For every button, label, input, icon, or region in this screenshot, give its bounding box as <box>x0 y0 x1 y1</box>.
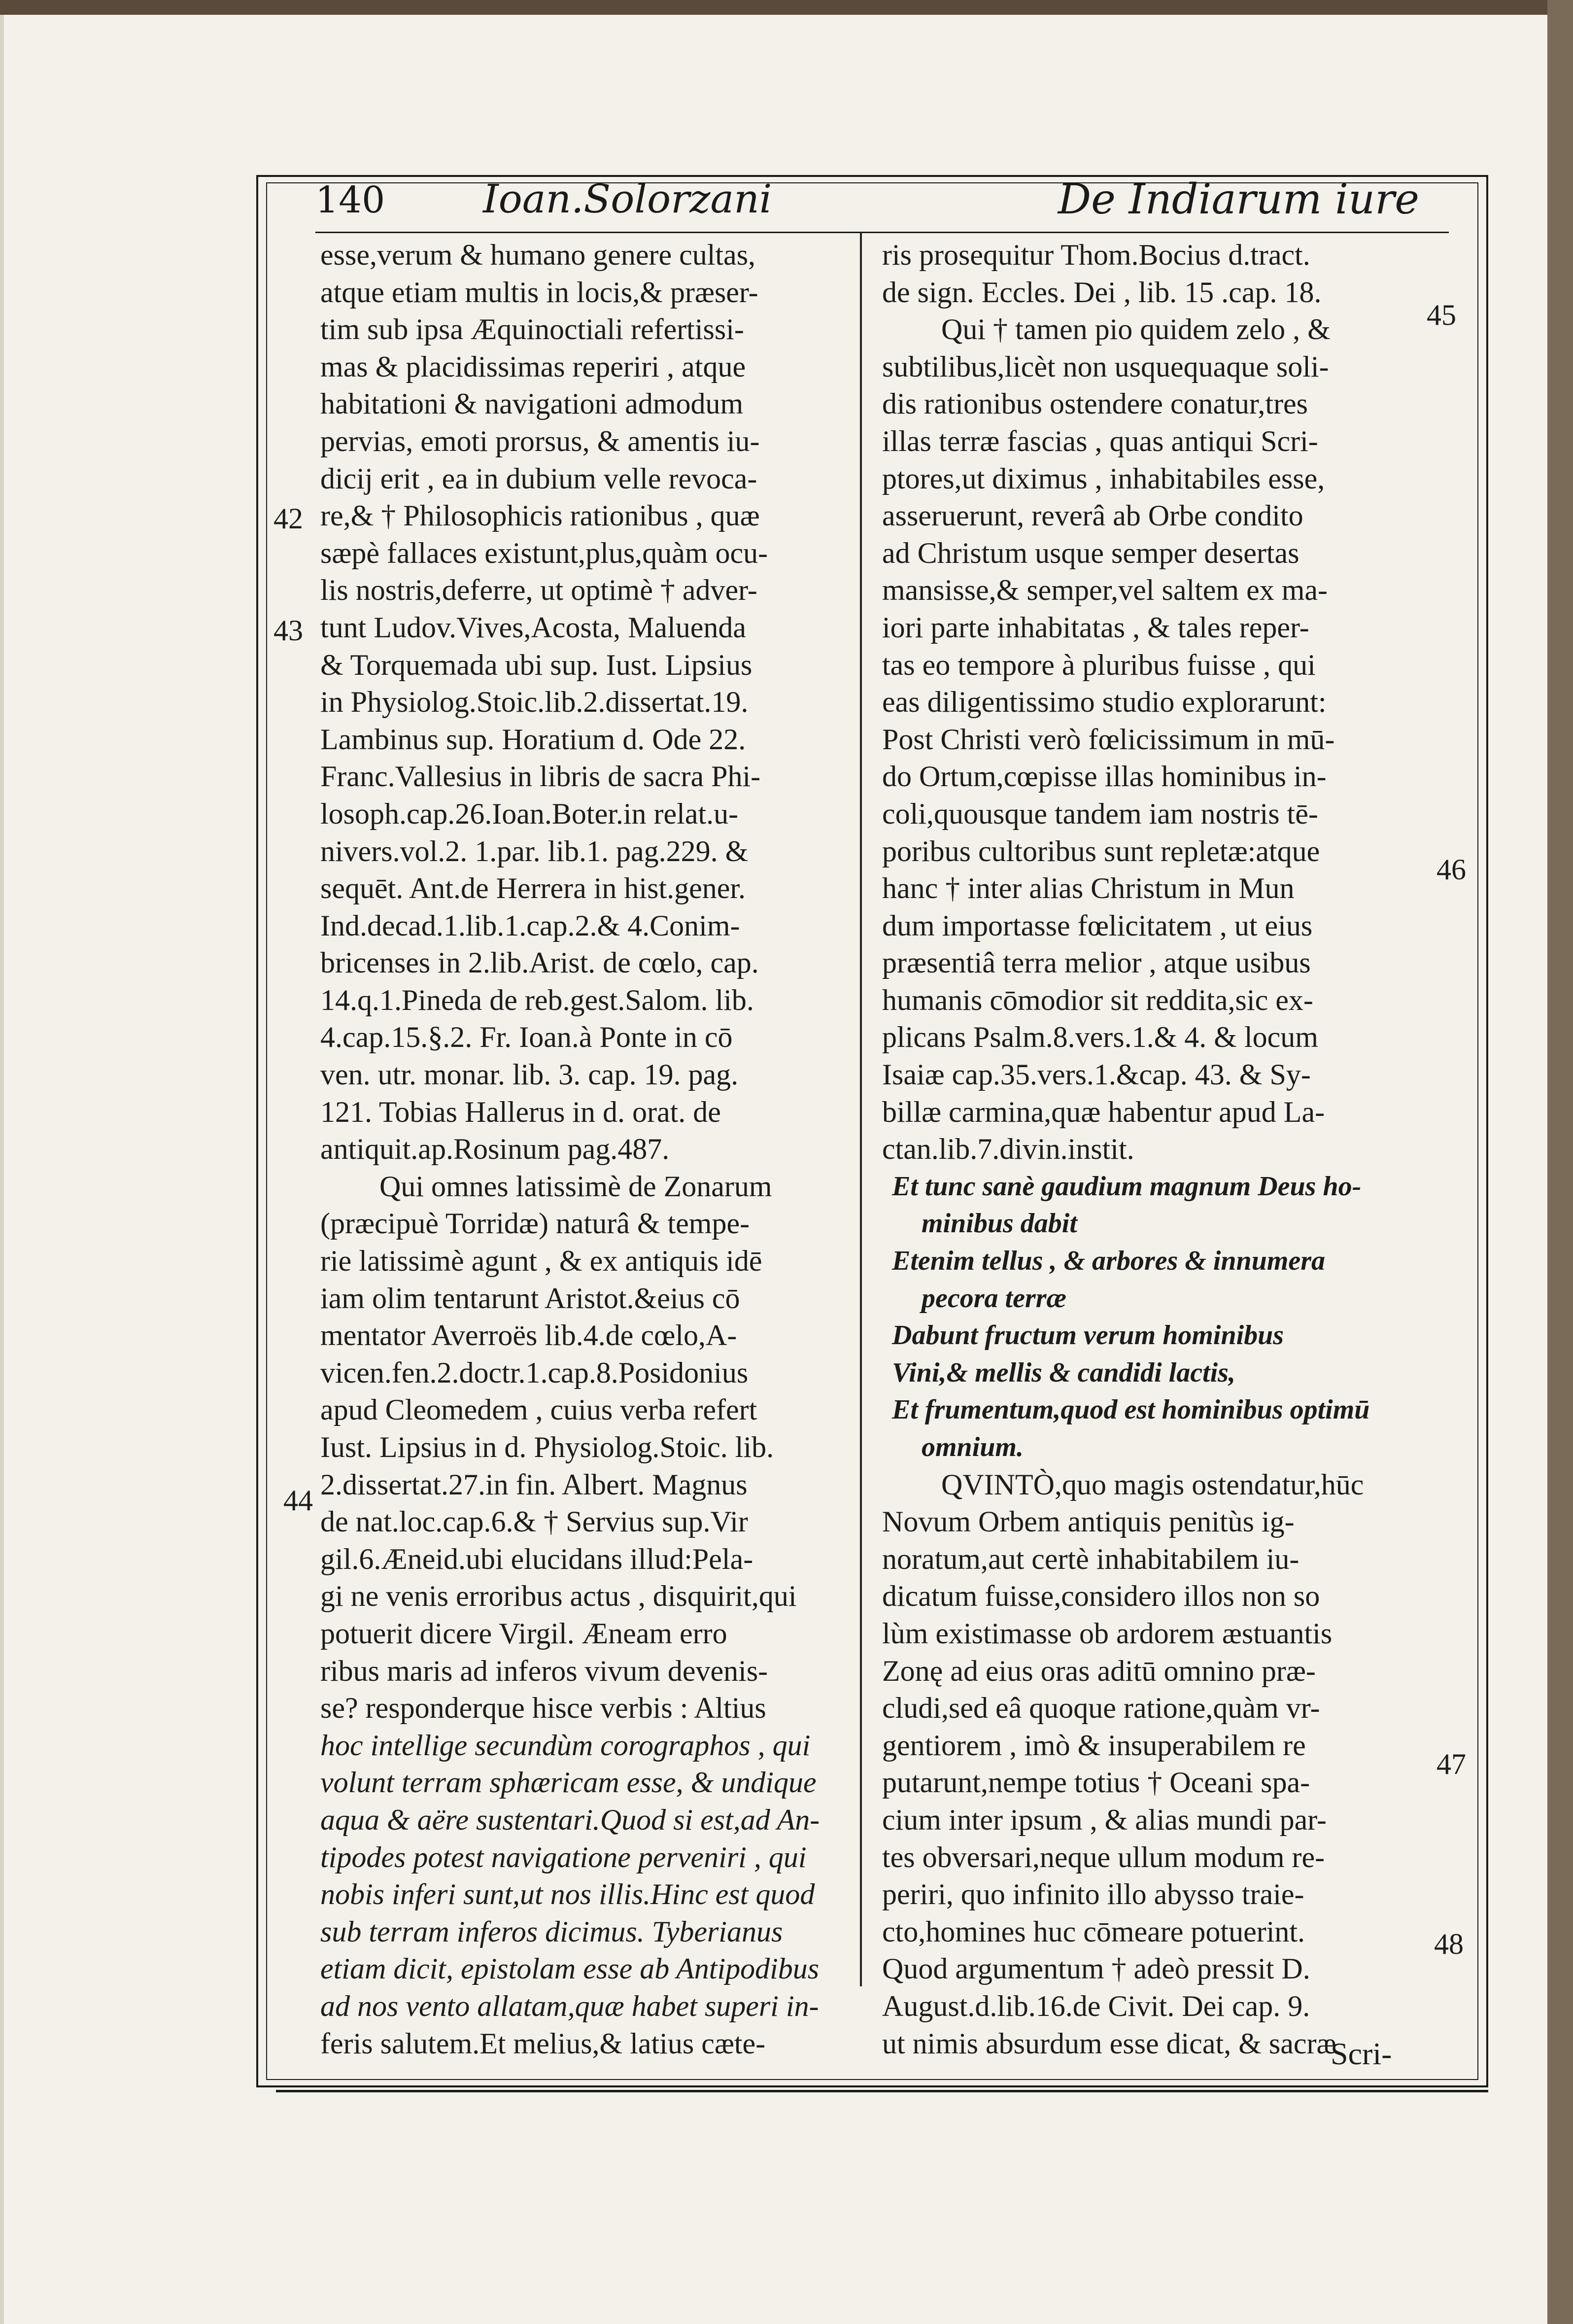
text-line: sæpè fallaces existunt,plus,quàm ocu- <box>320 536 768 569</box>
text-line: re,& † Philosophicis rationibus , quæ <box>320 499 760 532</box>
text-line: nivers.vol.2. 1.par. lib.1. pag.229. & <box>320 834 749 867</box>
text-line: QVINTÒ,quo magis ostendatur,hūc <box>941 1468 1364 1501</box>
page-number: 140 <box>315 179 385 221</box>
margin-note-number: 43 <box>274 614 303 647</box>
text-line: gil.6.Æneid.ubi elucidans illud:Pela- <box>320 1542 753 1575</box>
text-line: tim sub ipsa Æquinoctiali refertissi- <box>320 313 744 346</box>
text-line: losoph.cap.26.Ioan.Boter.in relat.u- <box>320 797 739 830</box>
text-line: humanis cōmodior sit reddita,sic ex- <box>882 983 1313 1016</box>
text-line: gi ne venis erroribus actus , disquirit,qui <box>320 1580 797 1613</box>
text-line: hoc intellige secundùm corographos , qui <box>320 1729 811 1762</box>
text-line: ris prosequitur Thom.Bocius d.tract. <box>882 239 1310 271</box>
text-line: ven. utr. monar. lib. 3. cap. 19. pag. <box>320 1058 739 1091</box>
text-line: habitationi & navigationi admodum <box>320 387 744 420</box>
text-line: ut nimis absurdum esse dicat, & sacræ <box>882 2027 1336 2060</box>
text-line: præsentiâ terra melior , atque usibus <box>882 946 1311 979</box>
text-line: Franc.Vallesius in libris de sacra Phi- <box>320 760 761 793</box>
text-line: dum importasse fœlicitatem , ut eius <box>882 909 1313 942</box>
text-line: Post Christi verò fœlicissimum in mū- <box>882 723 1335 756</box>
text-line: subtilibus,licèt non usquequaque soli- <box>882 350 1329 383</box>
text-line: iori parte inhabitatas , & tales reper- <box>882 611 1309 644</box>
text-line: cium inter ipsum , & alias mundi par- <box>882 1803 1327 1836</box>
text-line: do Ortum,cœpisse illas hominibus in- <box>882 760 1327 793</box>
text-line: Zonę ad eius oras aditū omnino præ- <box>882 1654 1316 1687</box>
header-rule <box>315 232 1449 233</box>
text-line: ad nos vento allatam,quæ habet superi in- <box>320 1989 819 2022</box>
margin-note-number: 42 <box>274 502 303 535</box>
text-line: lis nostris,deferre, ut optimè † adver- <box>320 574 757 607</box>
text-line: plicans Psalm.8.vers.1.& 4. & locum <box>882 1021 1318 1054</box>
text-line: tunt Ludov.Vives,Acosta, Maluenda <box>320 611 746 644</box>
text-line: etiam dicit, epistolam esse ab Antipodibus <box>320 1952 820 1985</box>
text-line: (præcipuè Torridæ) naturâ & tempe- <box>320 1207 750 1240</box>
text-line: Iust. Lipsius in d. Physiolog.Stoic. lib. <box>320 1431 774 1463</box>
text-line: putarunt,nempe totius † Oceani spa- <box>882 1766 1310 1799</box>
text-line: minibus dabit <box>922 1208 1077 1239</box>
text-line: poribus cultoribus sunt repletæ:atque <box>882 834 1320 867</box>
text-line: Novum Orbem antiquis penitùs ig- <box>882 1505 1295 1538</box>
text-line: Lambinus sup. Horatium d. Ode 22. <box>320 723 746 756</box>
text-line: Vini,& mellis & candidi lactis, <box>892 1357 1235 1388</box>
text-line: August.d.lib.16.de Civit. Dei cap. 9. <box>882 1989 1310 2022</box>
binding-gutter <box>1547 0 1573 2324</box>
text-line: pervias, emoti prorsus, & amentis iu- <box>320 424 760 457</box>
catchword: Scri- <box>1331 2036 1392 2071</box>
text-line: atque etiam multis in locis,& præser- <box>320 276 758 309</box>
text-line: feris salutem.Et melius,& latius cæte- <box>320 2027 766 2060</box>
text-line: tes obversari,neque ullum modum re- <box>882 1840 1325 1873</box>
margin-note-number: 48 <box>1434 1928 1464 1960</box>
bottom-rule <box>276 2090 1488 2092</box>
text-line: asseruerunt, reverâ ab Orbe condito <box>882 499 1303 532</box>
running-header <box>315 170 1439 224</box>
text-line: sub terram inferos dicimus. Tyberianus <box>320 1915 783 1948</box>
text-line: hanc † inter alias Christum in Mun <box>882 872 1295 905</box>
text-line: ptores,ut diximus , inhabitabiles esse, <box>882 462 1325 495</box>
text-line: coli,quousque tandem iam nostris tē- <box>882 797 1318 830</box>
text-line: Dabunt fructum verum hominibus <box>892 1320 1284 1351</box>
text-line: Qui omnes latissimè de Zonarum <box>379 1170 772 1203</box>
column-divider <box>860 232 862 1986</box>
text-line: Quod argumentum † adeò pressit D. <box>882 1952 1310 1985</box>
text-line: omnium. <box>922 1432 1024 1462</box>
text-line: aqua & aëre sustentari.Quod si est,ad An- <box>320 1803 820 1836</box>
text-line: eas diligentissimo studio explorarunt: <box>882 686 1327 719</box>
text-line: tas eo tempore à pluribus fuisse , qui <box>882 648 1316 681</box>
text-line: cto,homines huc cōmeare potuerint. <box>882 1915 1305 1948</box>
text-line: 121. Tobias Hallerus in d. orat. de <box>320 1095 721 1128</box>
text-line: cludi,sed eâ quoque ratione,quàm vr- <box>882 1692 1320 1725</box>
text-line: mentator Averroës lib.4.de cœlo,A- <box>320 1319 737 1352</box>
text-line: Etenim tellus , & arbores & innumera <box>892 1246 1326 1277</box>
text-line: mansisse,& semper,vel saltem ex ma- <box>882 574 1328 607</box>
text-line: vicen.fen.2.doctr.1.cap.8.Posidonius <box>320 1356 749 1389</box>
text-line: sequēt. Ant.de Herrera in hist.gener. <box>320 872 746 905</box>
text-line: nobis inferi sunt,ut nos illis.Hinc est quod <box>320 1878 815 1911</box>
text-line: billæ carmina,quæ habentur apud La- <box>882 1095 1325 1128</box>
text-line: potuerit dicere Virgil. Æneam erro <box>320 1617 727 1650</box>
text-line: de sign. Eccles. Dei , lib. 15 .cap. 18. <box>882 276 1322 309</box>
text-line: gentiorem , imò & insuperabilem re <box>882 1729 1306 1762</box>
text-line: in Physiolog.Stoic.lib.2.dissertat.19. <box>320 686 749 719</box>
running-title-work: De Indiarum iure <box>1058 175 1419 223</box>
text-line: apud Cleomedem , cuius verba refert <box>320 1393 757 1426</box>
text-line: noratum,aut certè inhabitabilem iu- <box>882 1542 1299 1575</box>
text-line: tipodes potest navigatione perveniri , qui <box>320 1840 807 1873</box>
text-line: Isaiæ cap.35.vers.1.&cap. 43. & Sy- <box>882 1058 1311 1091</box>
text-line: dicij erit , ea in dubium velle revoca- <box>320 462 757 495</box>
text-line: iam olim tentarunt Aristot.&eius cō <box>320 1282 740 1315</box>
text-line: illas terræ fascias , quas antiqui Scri- <box>882 424 1318 457</box>
margin-note-number: 46 <box>1436 853 1466 886</box>
text-line: & Torquemada ubi sup. Iust. Lipsius <box>320 648 752 681</box>
text-line: Ind.decad.1.lib.1.cap.2.& 4.Conim- <box>320 909 740 942</box>
margin-note-number: 47 <box>1436 1748 1466 1780</box>
margin-note-number: 45 <box>1427 299 1456 331</box>
text-line: dis rationibus ostendere conatur,tres <box>882 387 1308 420</box>
text-line: 14.q.1.Pineda de reb.gest.Salom. lib. <box>320 983 754 1016</box>
text-line: 2.dissertat.27.in fin. Albert. Magnus <box>320 1468 748 1501</box>
text-line: Et frumentum,quod est hominibus optimū <box>892 1394 1370 1425</box>
text-line: bricenses in 2.lib.Arist. de cœlo, cap. <box>320 946 759 979</box>
text-line: ctan.lib.7.divin.instit. <box>882 1133 1134 1166</box>
text-line: periri, quo infinito illo abysso traie- <box>882 1878 1304 1911</box>
text-line: antiquit.ap.Rosinum pag.487. <box>320 1133 670 1166</box>
text-line: ribus maris ad inferos vivum devenis- <box>320 1654 768 1687</box>
text-line: se? responderque hisce verbis : Altius <box>320 1692 766 1725</box>
text-line: mas & placidissimas reperiri , atque <box>320 350 746 383</box>
text-line: ad Christum usque semper desertas <box>882 536 1299 569</box>
text-line: Qui † tamen pio quidem zelo , & <box>941 313 1331 346</box>
text-line: 4.cap.15.§.2. Fr. Ioan.à Ponte in cō <box>320 1021 733 1054</box>
text-line: de nat.loc.cap.6.& † Servius sup.Vir <box>320 1505 748 1538</box>
running-title-author: Ioan.Solorzani <box>483 176 772 222</box>
margin-note-number: 44 <box>283 1484 313 1517</box>
text-line: dicatum fuisse,considero illos non so <box>882 1580 1320 1613</box>
left-text-column <box>320 237 857 2062</box>
text-line: Et tunc sanè gaudium magnum Deus ho- <box>892 1171 1362 1202</box>
text-line: pecora terræ <box>922 1283 1066 1314</box>
right-text-column <box>882 237 1424 2062</box>
text-line: volunt terram sphæricam esse, & undique <box>320 1766 817 1799</box>
text-line: rie latissimè agunt , & ex antiquis idē <box>320 1245 762 1278</box>
text-line: lùm existimasse ob ardorem æstuantis <box>882 1617 1333 1650</box>
text-line: esse,verum & humano genere cultas, <box>320 239 756 271</box>
